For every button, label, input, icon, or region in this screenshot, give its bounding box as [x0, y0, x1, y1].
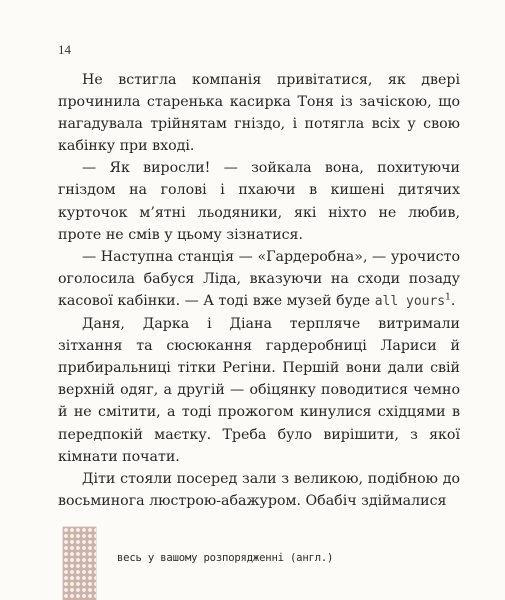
- paragraph-1: Не встигла компанія привітатися, як двері прочинила старенька касирка Тоня із зачіскою, що нагадувала трійнятам гніздо, і потягла всіх у свою кабінку при вході.: [58, 72, 460, 155]
- paragraph-3: — Наступна станція — «Гардеробна», — урочисто оголосила бабуся Ліда, вказуючи на сходи позаду касової кабінки. — А тоді вже музей буде all yours$^1$.: [58, 248, 460, 309]
- paragraph-3-text: — Наступна станція — «Гардеробна», — урочисто оголосила бабуся Ліда, вказуючи на сходи позаду касової кабінки. — А тоді вже музей буде: [58, 248, 460, 309]
- decorative-washi-tape: [63, 527, 96, 600]
- body-text: [58, 69, 460, 512]
- inline-english-phrase: all yours: [374, 293, 446, 309]
- page-number: 14: [58, 42, 71, 57]
- paragraph-2: — Як виросли! — зойкала вона, похитуючи гніздом на голові і пхаючи в кишені дитячих курточок м’ятні льодяники, які ніхто не любив, проте не смів у цьому зізнатися.: [58, 160, 460, 243]
- paragraph-4: Даня, Дарка і Діана терпляче витримали зітхання та сюсюкання гардеробниці Лариси й прибиральниці тітки Регіни. Першій вони дали свій верхній одяг, а другій — обіцянку поводитися чемно й не смітити, а тоді прожогом кинулися східцями в передпокій маєтку. Треба було вирішити, з якої кімнати почати.: [58, 316, 460, 465]
- footnote-text: весь у вашому розпорядженні (англ.): [117, 552, 334, 564]
- paragraph-5: Діти стояли посеред зали з великою, подібною до восьминога люстрою-абажуром. Обабіч здіймалися: [58, 470, 460, 509]
- footnote-marker: 1: [445, 292, 451, 303]
